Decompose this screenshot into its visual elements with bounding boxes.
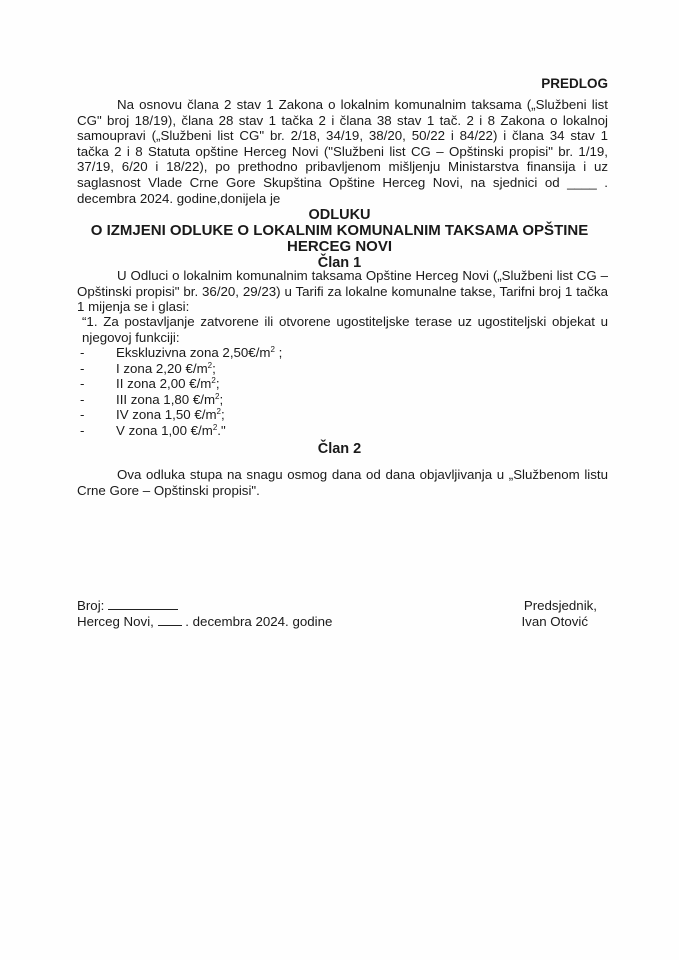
dash-bullet: -	[80, 376, 85, 392]
zone-tail: ;	[274, 345, 283, 360]
article-1-text: U Odluci o lokalnim komunalnim taksama Opštine Herceg Novi („Službeni list CG – Opštinski propisi" br. 36/20, 29/23) u Tarifi za lokalne komunalne takse, Tarifni broj 1 tačka 1 mijenja se i glasi:	[77, 268, 608, 315]
preamble-end: . decembra 2024. godine,donijela je	[77, 174, 608, 206]
zone-tail: ."	[217, 422, 226, 438]
zone-rate	[116, 407, 225, 423]
zone-rate	[116, 423, 226, 439]
dash-bullet: -	[80, 422, 85, 438]
dash-bullet: -	[80, 407, 85, 423]
proposal-label: PREDLOG	[541, 76, 608, 91]
document-title: ODLUKU	[308, 207, 371, 223]
place-label: Herceg Novi,	[77, 614, 154, 629]
reference-number-blank	[108, 598, 178, 610]
dash-bullet: -	[80, 391, 85, 407]
superscript: 2	[215, 391, 220, 401]
broj-label: Broj:	[77, 598, 105, 613]
superscript: 2	[207, 360, 213, 370]
day-blank	[158, 614, 182, 626]
preamble-text: Na osnovu člana 2 stav 1 Zakona o lokalnim komunalnim taksama („Službeni list CG" broj 18/19), člana 28 stav 1 tačka 2 i člana 38 stav 1 tač. 2 i 8 Zakona o lokalnoj samoupravi („Službeni list CG" br. 2/18, 34/19, 38/20, 50/22 i 84/22) i člana 34 stav 1 tačka 2 i 8 Statuta opštine Herceg Novi ("Službeni list CG – Opštinski propisi" br. 1/19, 37/19, 6/20 i 18/22), po prethodno pribavljenom mišljenju Ministarstva finansija i uz saglasnost Vlade Crne Gore Skupština Opštine Herceg Novi, na sjednici od	[77, 97, 608, 190]
zone-label: V zona 1,00 €/m	[116, 422, 213, 438]
zone-tail: ;	[212, 360, 216, 376]
zone-rate	[116, 361, 216, 377]
session-date-blank: ____	[567, 174, 597, 190]
signatory-title: Predsjednik,	[523, 598, 597, 613]
superscript: 2	[211, 376, 216, 386]
zone-rate	[116, 392, 223, 408]
zone-label: III zona 1,80 €/m	[116, 391, 216, 407]
zone-label: I zona 2,20 €/m	[116, 360, 208, 376]
superscript: 2	[212, 422, 218, 432]
zone-label: II zona 2,00 €/m	[116, 376, 212, 392]
document-subtitle-line1: O IZMJENI ODLUKE O LOKALNIM KOMUNALNIM TAKSAMA OPŠTINE	[90, 222, 589, 239]
article-1-paragraph	[77, 268, 608, 315]
zone-tail: ;	[215, 376, 220, 392]
article-2-paragraph	[77, 467, 608, 498]
preamble-paragraph	[77, 97, 608, 206]
zone-label: Ekskluzivna zona 2,50€/m	[116, 345, 271, 360]
zone-rate	[116, 345, 282, 361]
superscript: 2	[216, 407, 221, 417]
article-2-heading: Član 2	[317, 441, 362, 457]
date-tail: . decembra 2024. godine	[185, 614, 333, 629]
zone-rate	[116, 376, 220, 392]
article-1-heading: Član 1	[317, 255, 362, 271]
dash-bullet: -	[80, 345, 85, 360]
superscript: 2	[270, 345, 275, 354]
article-1-quote: “1. Za postavljanje zatvorene ili otvorene ugostiteljske terase uz ugostiteljski objekat u njegovoj funkciji:	[82, 314, 608, 345]
zone-tail: ;	[220, 407, 225, 423]
document-subtitle-line2: HERCEG NOVI	[286, 238, 392, 255]
place-date-line	[77, 614, 332, 630]
reference-number-line	[77, 598, 178, 614]
signatory-name: Ivan Otović	[521, 614, 588, 629]
dash-bullet: -	[80, 360, 85, 376]
article-2-text: Ova odluka stupa na snagu osmog dana od dana objavljivanja u „Službenom listu Crne Gore – Opštinski propisi".	[77, 467, 608, 498]
zone-tail: ;	[219, 391, 224, 407]
zone-label: IV zona 1,50 €/m	[116, 407, 217, 423]
